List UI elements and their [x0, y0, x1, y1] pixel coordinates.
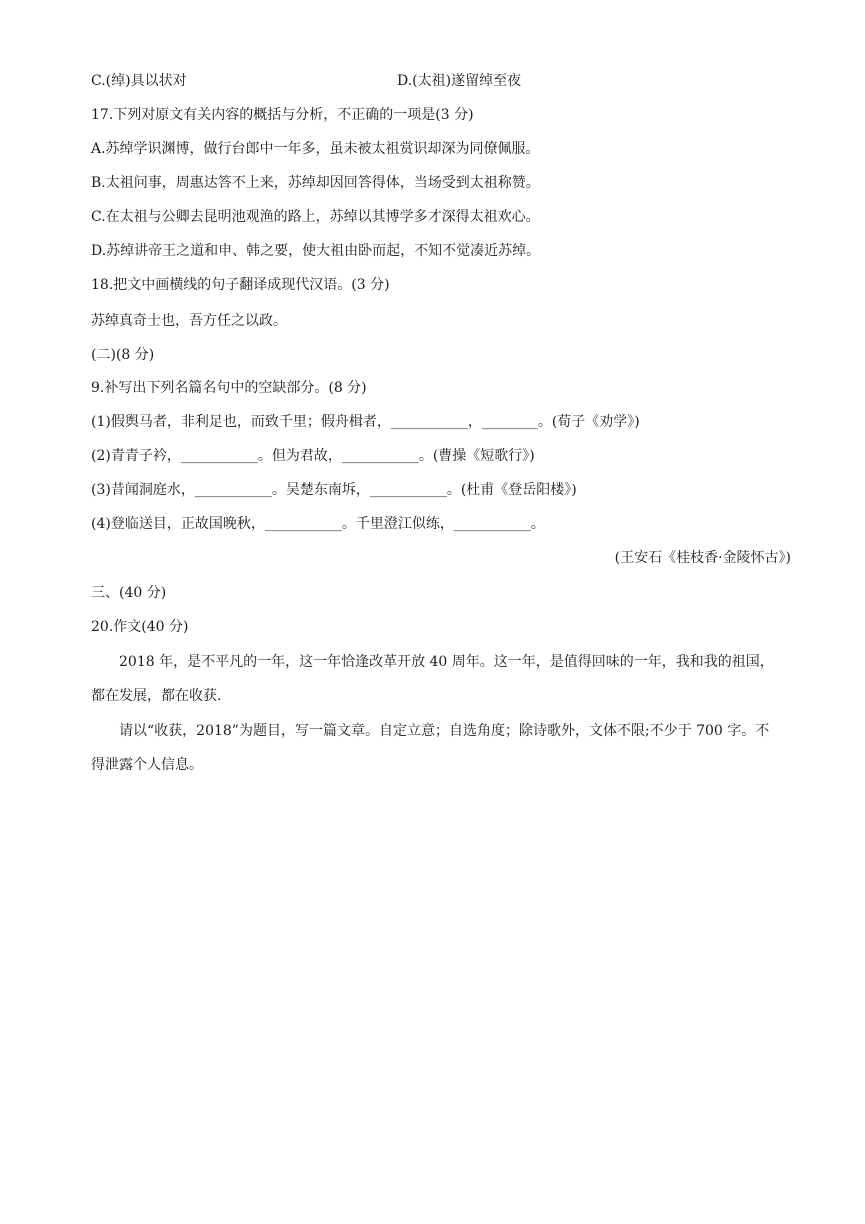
q16-options-row — [91, 71, 522, 91]
essay-prompt-para2-line2: 得泄露个人信息。 — [91, 757, 203, 773]
essay-prompt-para1-line1: 2018 年，是不平凡的一年，这一年恰逢改革开放 40 周年。这一年，是值得回味的一年，我和我的祖国， — [119, 654, 774, 670]
q18-stem: 18.把文中画横线的句子翻译成现代汉语。(3 分) — [91, 277, 390, 293]
section3-header: 三、(40 分) — [91, 585, 167, 601]
q19-item-4-citation: (王安石《桂枝香·金陵怀古》) — [614, 550, 791, 566]
q20-stem: 20.作文(40 分) — [91, 619, 189, 635]
q17-option-c: C.在太祖与公卿去昆明池观渔的路上，苏绰以其博学多才深得太祖欢心。 — [91, 209, 540, 225]
q17-stem: 17.下列对原文有关内容的概括与分析，不正确的一项是(3 分) — [91, 107, 474, 123]
essay-prompt-para2-line1: 请以“收获，2018”为题目，写一篇文章。自定立意；自选角度；除诗歌外，文体不限;不少于 700 字。不 — [119, 723, 770, 739]
q19-item-3: (3)昔闻洞庭水，___________。吴楚东南坼，___________。(杜甫《登岳阳楼》) — [91, 482, 577, 498]
essay-prompt-para1-line2: 都在发展，都在收获. — [91, 688, 222, 704]
q19-item-1: (1)假舆马者，非利足也，而致千里；假舟楫者，___________，________。(荀子《劝学》) — [91, 414, 640, 430]
q17-option-a: A.苏绰学识渊博，做行台郎中一年多，虽未被太祖赏识却深为同僚佩服。 — [91, 141, 540, 157]
q19-item-4: (4)登临送目，正故国晚秋，___________。千里澄江似练，___________。 — [91, 516, 545, 532]
q19-item-2: (2)青青子衿，___________。但为君故，___________。(曹操《短歌行》) — [91, 448, 535, 464]
q18-sentence: 苏绰真奇士也，吾方任之以政。 — [91, 313, 287, 329]
q16-option-c: C.(绰)具以状对 — [91, 73, 187, 89]
q17-option-d: D.苏绰讲帝王之道和申、韩之要，使大祖由卧而起，不知不觉凑近苏绰。 — [91, 243, 541, 259]
q17-option-b: B.太祖问事，周惠达答不上来，苏绰却因回答得体，当场受到太祖称赞。 — [91, 175, 540, 191]
section2-header: (二)(8 分) — [91, 347, 155, 363]
q19-stem: 9.补写出下列名篇名句中的空缺部分。(8 分) — [91, 380, 367, 396]
q16-option-d: D.(太祖)遂留绰至夜 — [397, 73, 522, 89]
